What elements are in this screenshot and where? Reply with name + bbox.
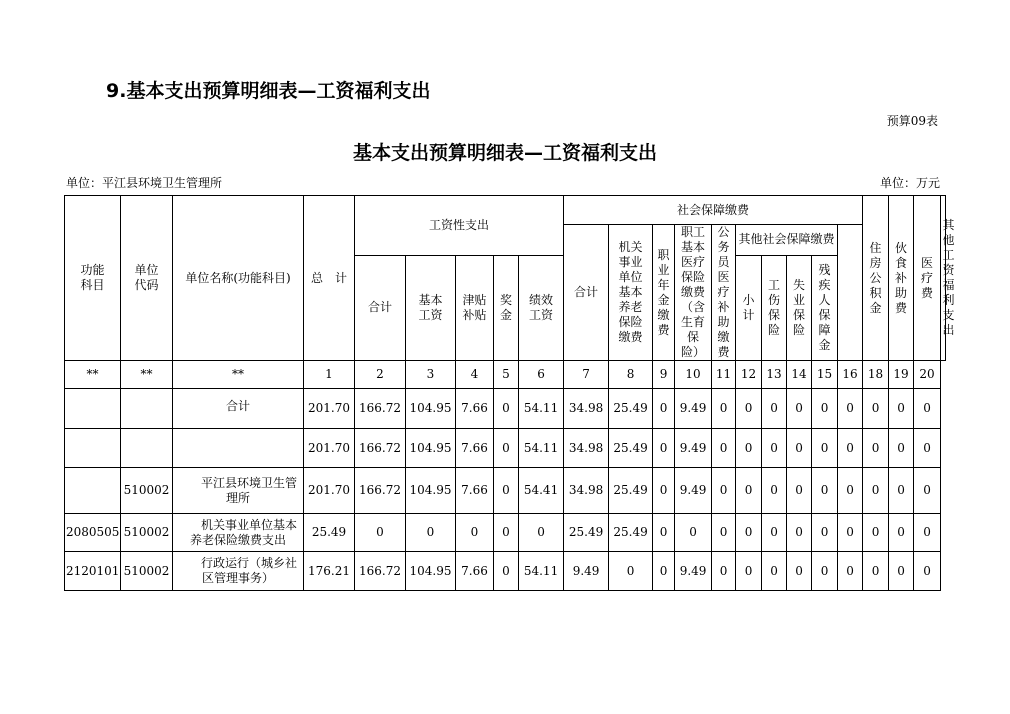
value-cell: 0 <box>712 429 736 468</box>
header-unit-code: 单位代码 <box>121 196 173 361</box>
header-annuity: 职业年金缴费 <box>653 225 675 361</box>
value-cell: 25.49 <box>609 429 653 468</box>
value-cell: 0 <box>812 468 838 514</box>
header-func-subject: 功能科目 <box>65 196 121 361</box>
value-cell: 201.70 <box>304 389 355 429</box>
currency-unit: 单位：万元 <box>879 176 940 190</box>
unit-code-cell <box>121 429 173 468</box>
index-cell: 18 <box>863 361 889 389</box>
value-cell: 0 <box>838 552 863 591</box>
value-cell: 25.49 <box>609 468 653 514</box>
unit-name-text: 机关事业单位基本养老保险缴费支出 <box>189 517 297 547</box>
value-cell: 0 <box>494 514 519 552</box>
value-cell: 0 <box>838 429 863 468</box>
reporting-unit: 单位：平江县环境卫生管理所 <box>66 176 223 190</box>
value-cell: 0 <box>712 468 736 514</box>
value-cell: 0 <box>609 552 653 591</box>
value-cell: 0 <box>762 468 787 514</box>
value-cell: 0 <box>863 429 889 468</box>
value-cell: 25.49 <box>609 514 653 552</box>
table-row <box>65 552 946 591</box>
unit-code-cell <box>121 389 173 429</box>
unit-code-cell: 510002 <box>121 468 173 514</box>
budget-table <box>64 195 955 591</box>
value-cell: 0 <box>653 552 675 591</box>
func-code-cell <box>65 468 121 514</box>
value-cell: 0 <box>838 468 863 514</box>
value-cell: 0 <box>712 514 736 552</box>
index-cell: 20 <box>914 361 941 389</box>
value-cell: 7.66 <box>456 552 494 591</box>
value-cell: 0 <box>494 389 519 429</box>
value-cell: 0 <box>812 514 838 552</box>
value-cell: 0 <box>494 552 519 591</box>
table-row <box>65 429 946 468</box>
value-cell: 0 <box>653 468 675 514</box>
value-cell: 0 <box>863 514 889 552</box>
table-row <box>65 514 946 552</box>
value-cell: 34.98 <box>564 389 609 429</box>
index-cell: 10 <box>675 361 712 389</box>
header-performance: 绩效工资 <box>519 255 564 360</box>
value-cell: 104.95 <box>406 429 456 468</box>
value-cell: 0 <box>456 514 494 552</box>
header-pension: 机关事业单位基本养老保险缴费 <box>609 225 653 361</box>
index-cell: 15 <box>812 361 838 389</box>
value-cell: 166.72 <box>355 429 406 468</box>
value-cell: 0 <box>889 514 914 552</box>
table-title: 基本支出预算明细表—工资福利支出 <box>352 142 657 164</box>
index-cell: ** <box>121 361 173 389</box>
unit-name-cell <box>173 429 304 468</box>
value-cell: 0 <box>762 429 787 468</box>
value-cell: 9.49 <box>675 389 712 429</box>
unit-name-text: 平江县环境卫生管理所 <box>200 475 297 505</box>
value-cell: 0 <box>787 389 812 429</box>
func-code-cell: 2080505 <box>65 514 121 552</box>
value-cell: 54.41 <box>519 468 564 514</box>
value-cell: 0 <box>863 468 889 514</box>
value-cell: 0 <box>653 429 675 468</box>
value-cell: 9.49 <box>675 429 712 468</box>
value-cell: 7.66 <box>456 468 494 514</box>
value-cell: 176.21 <box>304 552 355 591</box>
value-cell: 201.70 <box>304 429 355 468</box>
unit-code-cell: 510002 <box>121 552 173 591</box>
table-row <box>65 468 946 514</box>
value-cell: 0 <box>838 389 863 429</box>
value-cell: 25.49 <box>564 514 609 552</box>
header-medical-fee: 医疗费 <box>914 196 941 361</box>
value-cell: 54.11 <box>519 429 564 468</box>
header-disability: 残疾人保障金 <box>812 255 838 360</box>
value-cell: 0 <box>736 429 762 468</box>
value-cell: 0 <box>914 514 941 552</box>
value-cell: 104.95 <box>406 468 456 514</box>
value-cell: 0 <box>736 389 762 429</box>
unit-name-text: 行政运行（城乡社区管理事务） <box>200 556 297 585</box>
value-cell: 0 <box>787 468 812 514</box>
value-cell: 166.72 <box>355 389 406 429</box>
value-cell: 25.49 <box>304 514 355 552</box>
column-index-row <box>65 361 946 389</box>
value-cell: 34.98 <box>564 468 609 514</box>
value-cell: 0 <box>838 514 863 552</box>
index-cell: 12 <box>736 361 762 389</box>
index-cell: 16 <box>838 361 863 389</box>
header-salary-group: 工资性支出 <box>355 196 564 256</box>
unit-code-cell: 510002 <box>121 514 173 552</box>
value-cell: 0 <box>889 389 914 429</box>
value-cell: 0 <box>736 468 762 514</box>
index-cell: 11 <box>712 361 736 389</box>
index-cell: 1 <box>304 361 355 389</box>
value-cell: 0 <box>812 552 838 591</box>
value-cell: 0 <box>863 552 889 591</box>
index-cell: 3 <box>406 361 456 389</box>
value-cell: 0 <box>675 514 712 552</box>
table-number: 预算09表 <box>886 114 938 128</box>
value-cell: 0 <box>914 468 941 514</box>
value-cell: 0 <box>762 514 787 552</box>
header-unit-name: 单位名称(功能科目) <box>173 196 304 361</box>
value-cell: 0 <box>914 389 941 429</box>
value-cell: 9.49 <box>675 552 712 591</box>
value-cell: 25.49 <box>609 389 653 429</box>
header-civil-medical: 公务员医疗补助缴费 <box>712 225 736 361</box>
header-bonus: 奖金 <box>494 255 519 360</box>
index-cell: 9 <box>653 361 675 389</box>
header-allowance: 津贴补贴 <box>456 255 494 360</box>
index-cell: 13 <box>762 361 787 389</box>
value-cell: 201.70 <box>304 468 355 514</box>
index-cell: 19 <box>889 361 914 389</box>
header-housing: 住房公积金 <box>863 196 889 361</box>
value-cell: 34.98 <box>564 429 609 468</box>
index-cell: ** <box>173 361 304 389</box>
value-cell: 9.49 <box>564 552 609 591</box>
value-cell: 0 <box>494 429 519 468</box>
value-cell: 0 <box>406 514 456 552</box>
value-cell: 7.66 <box>456 389 494 429</box>
value-cell: 0 <box>653 389 675 429</box>
header-basic-salary: 基本工资 <box>406 255 456 360</box>
header-subtotal: 小计 <box>736 255 762 360</box>
index-cell: 2 <box>355 361 406 389</box>
func-code-cell <box>65 389 121 429</box>
value-cell: 0 <box>812 429 838 468</box>
index-cell: 4 <box>456 361 494 389</box>
page-heading: 9.基本支出预算明细表—工资福利支出 <box>106 80 431 102</box>
func-code-cell <box>65 429 121 468</box>
value-cell: 0 <box>812 389 838 429</box>
value-cell: 0 <box>863 389 889 429</box>
index-cell: 8 <box>609 361 653 389</box>
value-cell: 0 <box>787 429 812 468</box>
value-cell: 166.72 <box>355 468 406 514</box>
value-cell: 9.49 <box>675 468 712 514</box>
value-cell: 0 <box>653 514 675 552</box>
value-cell: 0 <box>736 514 762 552</box>
value-cell: 0 <box>355 514 406 552</box>
index-cell: 6 <box>519 361 564 389</box>
header-social-total: 合计 <box>564 225 609 361</box>
header-other-social-group: 其他社会保障缴费 <box>736 225 838 256</box>
index-cell: ** <box>65 361 121 389</box>
table-row-total <box>65 389 946 429</box>
value-cell: 54.11 <box>519 552 564 591</box>
func-code-cell: 2120101 <box>65 552 121 591</box>
value-cell: 0 <box>712 389 736 429</box>
value-cell: 0 <box>787 552 812 591</box>
header-other-welfare: 其他工资福利支出 <box>941 196 946 361</box>
value-cell: 0 <box>519 514 564 552</box>
value-cell: 166.72 <box>355 552 406 591</box>
header-medical: 职工基本医疗保险缴费（含生育保险） <box>675 225 712 361</box>
header-total: 总 计 <box>304 196 355 361</box>
header-meal: 伙食补助费 <box>889 196 914 361</box>
value-cell: 0 <box>889 429 914 468</box>
value-cell: 0 <box>889 552 914 591</box>
header-social-group: 社会保障缴费 <box>564 196 863 225</box>
value-cell: 54.11 <box>519 389 564 429</box>
value-cell: 0 <box>736 552 762 591</box>
value-cell: 0 <box>889 468 914 514</box>
value-cell: 0 <box>712 552 736 591</box>
index-cell: 7 <box>564 361 609 389</box>
unit-name-cell: 合计 <box>173 389 304 429</box>
value-cell: 0 <box>762 552 787 591</box>
value-cell: 7.66 <box>456 429 494 468</box>
value-cell: 0 <box>762 389 787 429</box>
unit-name-cell <box>173 468 304 514</box>
value-cell: 0 <box>787 514 812 552</box>
unit-name-cell <box>173 514 304 552</box>
unit-name-cell <box>173 552 304 591</box>
value-cell: 104.95 <box>406 389 456 429</box>
value-cell: 0 <box>914 429 941 468</box>
header-unemployment: 失业保险 <box>787 255 812 360</box>
value-cell: 0 <box>914 552 941 591</box>
index-cell: 14 <box>787 361 812 389</box>
value-cell: 104.95 <box>406 552 456 591</box>
header-salary-total: 合计 <box>355 255 406 360</box>
value-cell: 0 <box>494 468 519 514</box>
header-injury: 工伤保险 <box>762 255 787 360</box>
index-cell: 5 <box>494 361 519 389</box>
